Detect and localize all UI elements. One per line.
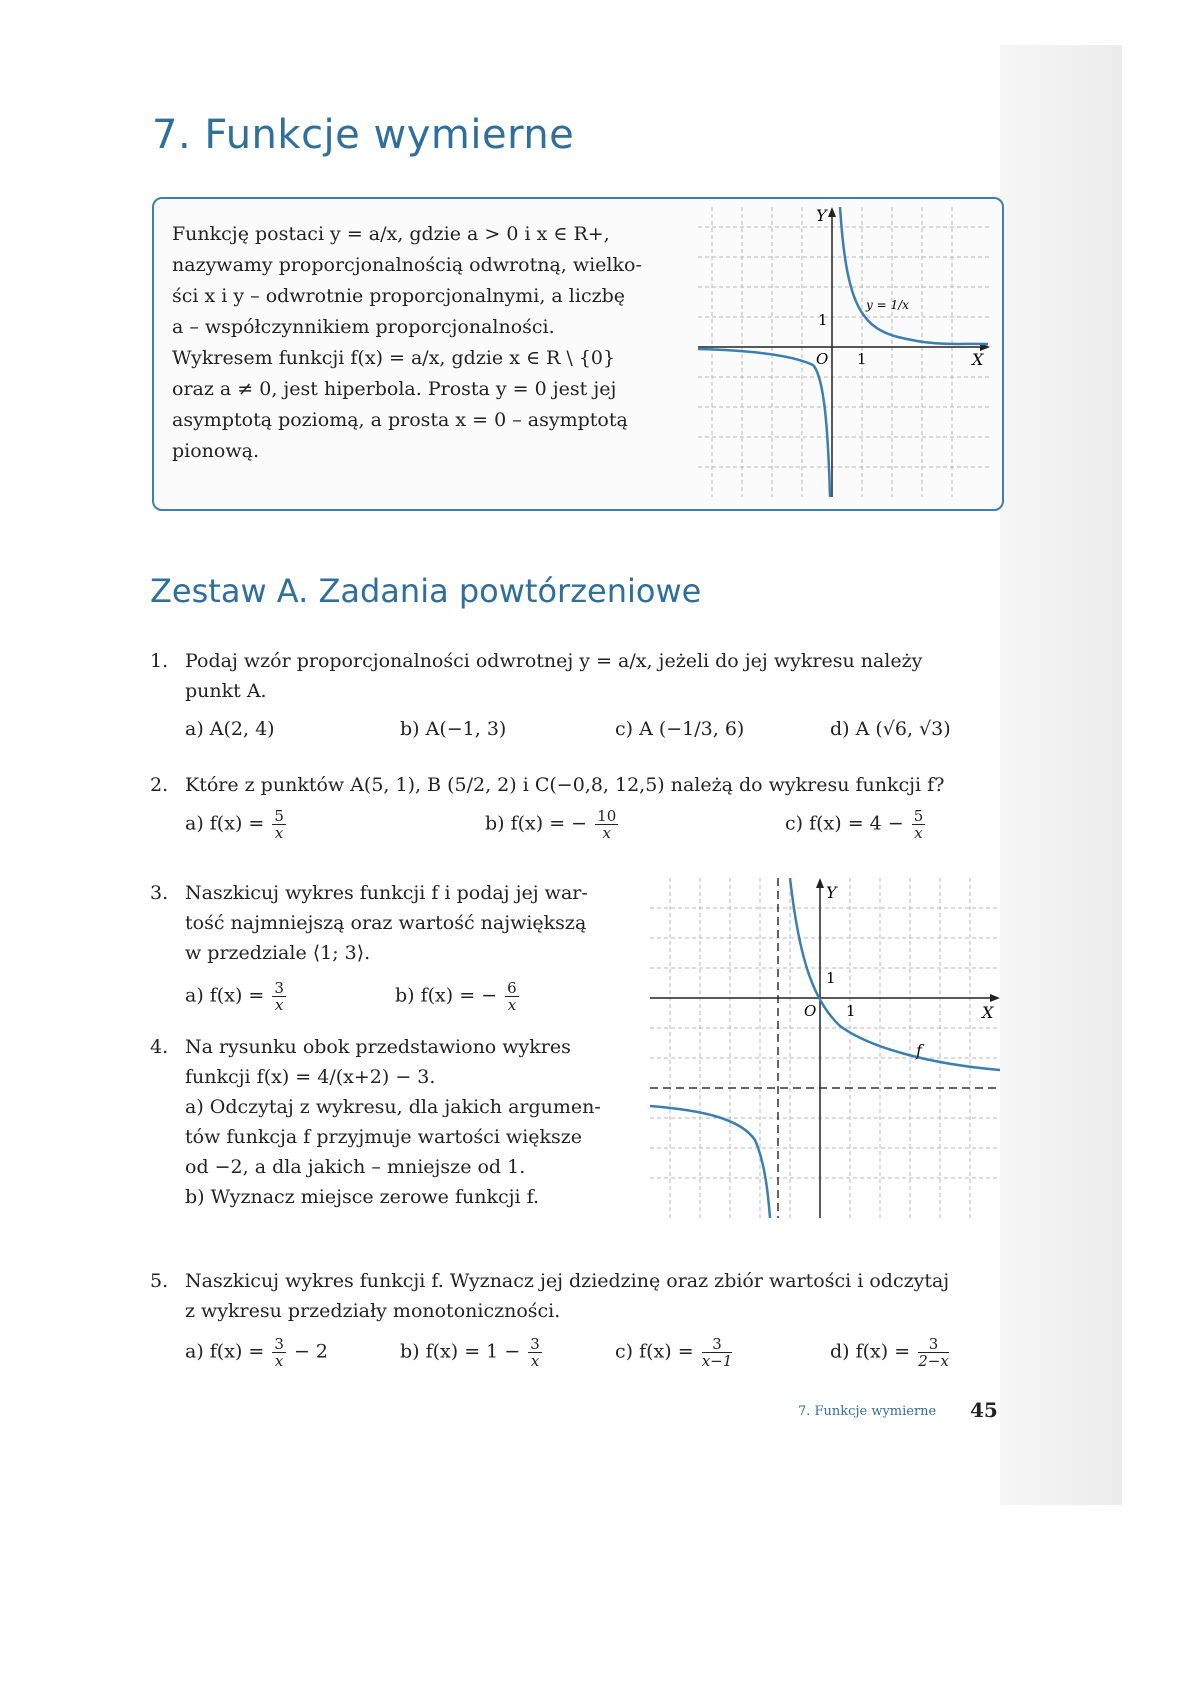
formula-label: b) f(x) = 1 − xyxy=(400,1340,521,1363)
denominator: x xyxy=(274,1352,284,1370)
fraction xyxy=(272,808,286,841)
task-body xyxy=(185,1032,601,1212)
definition-line: a – współczynnikiem proporcjonalności. xyxy=(172,316,555,338)
chapter-title: 7. Funkcje wymierne xyxy=(152,112,575,158)
task-number: 5. xyxy=(150,1270,169,1292)
task-body xyxy=(185,878,588,968)
task-text: w przedziale ⟨1; 3⟩. xyxy=(185,942,371,964)
y-axis-label: Y xyxy=(826,883,837,902)
task-text: punkt A. xyxy=(185,680,267,702)
definition-line: oraz a ≠ 0, jest hiperbola. Prosta y = 0 jest jej xyxy=(172,378,617,400)
task-text: b) Wyznacz miejsce zerowe funkcji f. xyxy=(185,1186,540,1208)
fraction xyxy=(272,980,286,1013)
task-1-a: a) A(2, 4) xyxy=(185,718,275,740)
section-title: Zestaw A. Zadania powtórzeniowe xyxy=(150,572,702,610)
task-2-a xyxy=(185,808,288,841)
curve-label: y = 1/x xyxy=(866,298,909,312)
definition-line: pionową. xyxy=(172,440,259,462)
task-number: 3. xyxy=(150,882,169,904)
task-text: Które z punktów A(5, 1), B (5/2, 2) i C(−0,8, 12,5) należą do wykresu funkcji f? xyxy=(185,774,945,796)
tick-x-label: 1 xyxy=(857,350,867,368)
fraction xyxy=(918,1336,949,1369)
numerator: 3 xyxy=(274,1335,284,1353)
task-text: Naszkicuj wykres funkcji f i podaj jej war- xyxy=(185,882,588,904)
fraction xyxy=(505,980,519,1013)
page-number: 45 xyxy=(970,1398,998,1422)
task-3-a xyxy=(185,980,288,1013)
definition-line: ści x i y – odwrotnie proporcjonalnymi, a liczbę xyxy=(172,285,626,307)
task-text: z wykresu przedziały monotoniczności. xyxy=(185,1300,561,1322)
fraction xyxy=(528,1336,542,1369)
tick-y-label: 1 xyxy=(818,311,828,329)
tick-y-label: 1 xyxy=(826,969,836,987)
task-body xyxy=(185,646,922,706)
task-2 xyxy=(150,770,1010,810)
fraction xyxy=(595,808,618,841)
task-body xyxy=(185,1266,949,1326)
formula-label: c) f(x) = 4 − xyxy=(785,812,904,835)
formula-label: d) f(x) = xyxy=(830,1340,911,1363)
denominator: x xyxy=(507,996,517,1014)
numerator: 3 xyxy=(530,1335,540,1353)
numerator: 5 xyxy=(274,807,284,825)
origin-label: O xyxy=(804,1002,817,1020)
task-5 xyxy=(150,1266,1010,1336)
task-text: od −2, a dla jakich – mniejsze od 1. xyxy=(185,1156,526,1178)
formula-label: b) f(x) = − xyxy=(395,984,498,1007)
denominator: x xyxy=(602,824,611,842)
task-5-b xyxy=(400,1336,544,1369)
task-text: a) Odczytaj z wykresu, dla jakich argumen- xyxy=(185,1096,601,1118)
formula-label: a) f(x) = xyxy=(185,984,265,1007)
formula-label: c) f(x) = xyxy=(615,1340,694,1363)
task-text: tów funkcja f przyjmuje wartości większe xyxy=(185,1126,583,1148)
fraction xyxy=(702,1336,733,1369)
task-1-c: c) A (−1/3, 6) xyxy=(615,718,745,740)
footer-chapter: 7. Funkcje wymierne xyxy=(798,1404,937,1419)
task-2-c xyxy=(785,808,927,841)
task-1-b: b) A(−1, 3) xyxy=(400,718,507,740)
numerator: 5 xyxy=(913,807,924,825)
task-2-b xyxy=(485,808,620,841)
definition-line: asymptotą poziomą, a prosta x = 0 – asymptotą xyxy=(172,409,628,431)
denominator: x xyxy=(274,824,284,842)
denominator: x xyxy=(530,1352,540,1370)
x-axis-label: X xyxy=(982,1003,994,1022)
numerator: 10 xyxy=(597,807,617,825)
task-3 xyxy=(150,878,630,978)
task-number: 1. xyxy=(150,650,169,672)
denominator: x xyxy=(274,996,284,1014)
definition-line: nazywamy proporcjonalnością odwrotną, wielko- xyxy=(172,254,642,276)
task-5-c xyxy=(615,1336,734,1369)
numerator: 3 xyxy=(702,1336,733,1353)
formula-label: b) f(x) = − xyxy=(485,812,588,835)
fraction xyxy=(912,808,926,841)
task-text: tość najmniejszą oraz wartość największą xyxy=(185,912,587,934)
definition-line: Funkcję postaci y = a/x, gdzie a > 0 i x ∈ R+, xyxy=(172,223,610,245)
y-axis-label: Y xyxy=(816,207,827,225)
numerator: 6 xyxy=(507,979,517,997)
origin-label: O xyxy=(816,350,829,368)
task-text: funkcji f(x) = 4/(x+2) − 3. xyxy=(185,1066,436,1088)
numerator: 3 xyxy=(274,979,284,997)
curve-label: f xyxy=(916,1041,922,1060)
hyperbola-graph xyxy=(698,207,990,497)
task-text: Podaj wzór proporcjonalności odwrotnej y = a/x, jeżeli do jej wykresu należy xyxy=(185,650,923,672)
formula-tail: − 2 xyxy=(293,1340,329,1363)
definition-line: Wykresem funkcji f(x) = a/x, gdzie x ∈ R \ {0} xyxy=(172,347,616,369)
denominator: 2−x xyxy=(918,1352,949,1370)
fraction xyxy=(272,1336,286,1369)
task-text: Na rysunku obok przedstawiono wykres xyxy=(185,1036,571,1058)
x-axis-label: X xyxy=(972,350,984,369)
task-5-a xyxy=(185,1336,328,1369)
denominator: x−1 xyxy=(701,1352,733,1370)
task-1-d: d) A (√6, √3) xyxy=(830,718,951,740)
definition-text xyxy=(172,219,662,467)
task-4 xyxy=(150,1032,630,1232)
numerator: 3 xyxy=(918,1336,949,1353)
task-3-b xyxy=(395,980,521,1013)
task-number: 2. xyxy=(150,774,169,796)
formula-label: a) f(x) = xyxy=(185,812,265,835)
tick-x-label: 1 xyxy=(846,1002,856,1020)
task-number: 4. xyxy=(150,1036,169,1058)
denominator: x xyxy=(914,824,923,842)
formula-label: a) f(x) = xyxy=(185,1340,265,1363)
task-4-graph xyxy=(650,878,1000,1218)
task-5-d xyxy=(830,1336,951,1369)
task-text: Naszkicuj wykres funkcji f. Wyznacz jej dziedzinę oraz zbiór wartości i odczytaj xyxy=(185,1270,950,1292)
